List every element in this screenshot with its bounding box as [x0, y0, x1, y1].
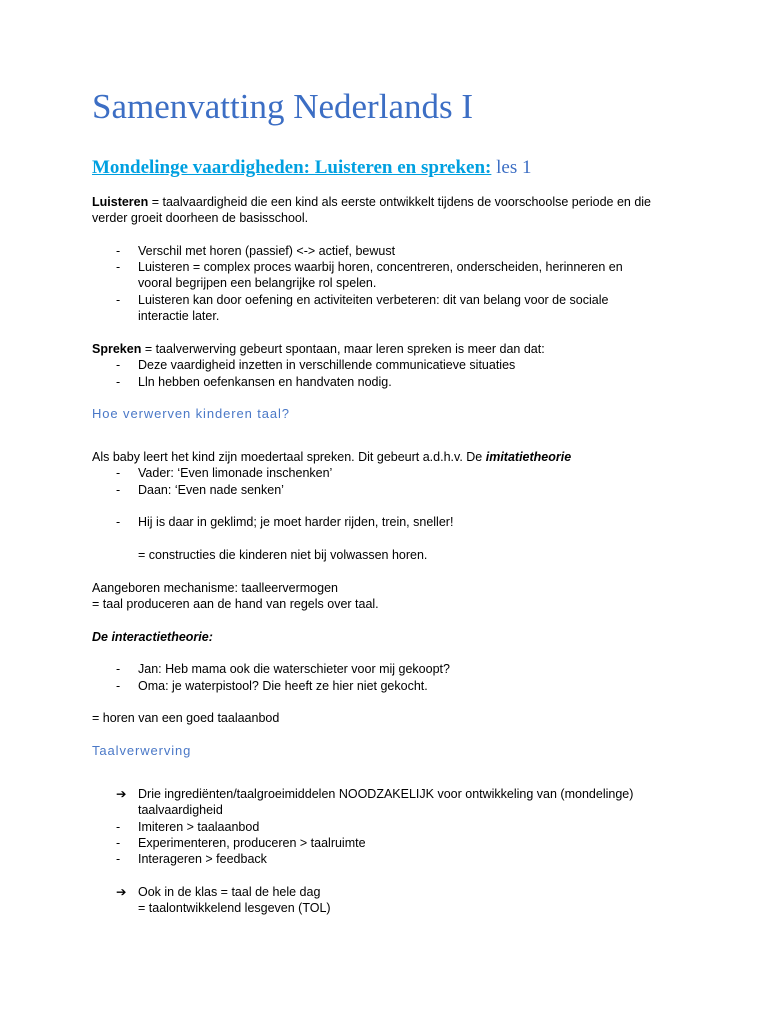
section-heading-mondelinge: [92, 156, 531, 180]
interactietheorie-heading: [92, 629, 682, 645]
arrow-right-icon: ➔: [116, 787, 127, 801]
bullet-dash: -: [116, 662, 121, 676]
list-item-text-cont: interactie later.: [138, 309, 220, 324]
bullet-dash: -: [116, 260, 121, 274]
luisteren-def-line2: verder groeit doorheen de basisschool.: [92, 211, 309, 226]
arrow-item-text: Ook in de klas = taal de hele dag: [138, 885, 321, 899]
aangeboren-line2: = taal produceren aan de hand van regels over taal.: [92, 597, 379, 612]
arrow-right-icon: ➔: [116, 885, 127, 899]
baby-paragraph: [92, 449, 682, 465]
bullet-dash: -: [116, 358, 121, 372]
constructies-note: = constructies die kinderen niet bij volwassen horen.: [138, 548, 428, 562]
spreken-def: = taalverwerving gebeurt spontaan, maar leren spreken is meer dan dat:: [141, 342, 545, 356]
baby-text: Als baby leert het kind zijn moedertaal spreken. Dit gebeurt a.d.h.v. De: [92, 450, 486, 464]
list-item-text: Deze vaardigheid inzetten in verschillende communicatieve situaties: [138, 358, 516, 372]
arrow-item-text: Drie ingrediënten/taalgroeimiddelen NOODZAKELIJK voor ontwikkeling van (mondelinge): [138, 787, 634, 801]
bullet-dash: -: [116, 820, 121, 834]
list-item-text: Experimenteren, produceren > taalruimte: [138, 836, 366, 850]
list-item-text: Oma: je waterpistool? Die heeft ze hier niet gekocht.: [138, 679, 428, 693]
list-item-text: Imiteren > taalaanbod: [138, 820, 260, 834]
list-item-text: Hij is daar in geklimd; je moet harder rijden, trein, sneller!: [138, 515, 454, 529]
list-item-text: Luisteren = complex proces waarbij horen, concentreren, onderscheiden, herinneren en: [138, 260, 623, 274]
spreken-term: Spreken: [92, 342, 142, 356]
section-heading-taal: Hoe verwerven kinderen taal?: [92, 406, 290, 421]
bullet-dash: -: [116, 515, 121, 529]
aangeboren-paragraph: [92, 580, 682, 613]
horen-note: = horen van een goed taalaanbod: [92, 711, 280, 725]
bullet-dash: -: [116, 679, 121, 693]
list-item-text: Lln hebben oefenkansen en handvaten nodig.: [138, 375, 392, 389]
bullet-dash: -: [116, 836, 121, 850]
arrow-item-text-cont: = taalontwikkelend lesgeven (TOL): [138, 901, 331, 916]
interactietheorie-label: De interactietheorie:: [92, 630, 213, 644]
luisteren-definition: [92, 194, 682, 227]
imitatietheorie-emphasis: imitatietheorie: [485, 450, 572, 464]
luisteren-term: Luisteren: [92, 195, 149, 209]
list-item-text: Daan: ‘Even nade senken’: [138, 483, 284, 497]
list-item-text: Jan: Heb mama ook die waterschieter voor mij gekoopt?: [138, 662, 450, 676]
list-item-text: Interageren > feedback: [138, 852, 267, 866]
arrow-item-text-cont: taalvaardigheid: [138, 803, 223, 818]
section-heading-taalverwerving: Taalverwerving: [92, 743, 192, 758]
bullet-dash: -: [116, 483, 121, 497]
heading-main-text: Mondelinge vaardigheden: Luisteren en spreken:: [92, 157, 492, 178]
bullet-dash: -: [116, 466, 121, 480]
bullet-dash: -: [116, 852, 121, 866]
bullet-dash: -: [116, 244, 121, 258]
heading-suffix: les 1: [491, 157, 532, 178]
list-item-text: Vader: ‘Even limonade inschenken’: [138, 466, 333, 480]
aangeboren-line1: Aangeboren mechanisme: taalleervermogen: [92, 581, 338, 595]
list-item-text: Verschil met horen (passief) <-> actief, bewust: [138, 244, 396, 258]
spreken-definition: [92, 341, 682, 357]
list-item-text-cont: vooral begrijpen een belangrijke rol spelen.: [138, 276, 377, 291]
list-item-text: Luisteren kan door oefening en activiteiten verbeteren: dit van belang voor de sociale: [138, 293, 609, 307]
bullet-dash: -: [116, 293, 121, 307]
luisteren-def-line1: = taalvaardigheid die een kind als eerste ontwikkelt tijdens de voorschoolse periode en die: [148, 195, 652, 209]
bullet-dash: -: [116, 375, 121, 389]
document-title: Samenvatting Nederlands I: [92, 87, 474, 126]
